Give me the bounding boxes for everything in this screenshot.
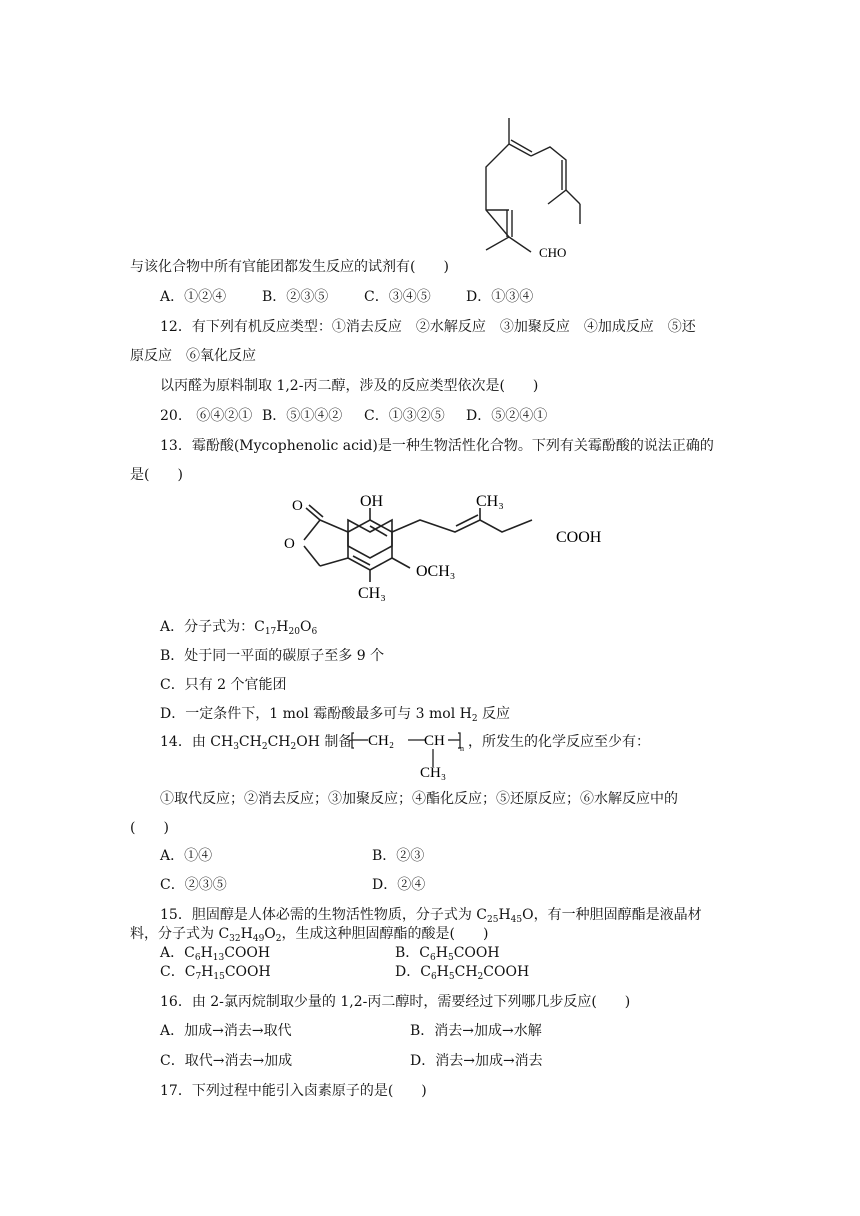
q14-stem-suffix: ，所发生的化学反应至少有： — [468, 734, 650, 750]
q14-option-a: A．①④ — [160, 848, 213, 864]
polymer-structure — [348, 723, 468, 781]
q12-stem-line1: 12．有下列有机反应类型：①消去反应 ②水解反应 ③加聚反应 ④加成反应 ⑤还 — [160, 319, 696, 335]
q12-stem-line2: 原反应 ⑥氧化反应 — [130, 348, 256, 364]
q15-option-b: B．$C_6H_5COOH$ — [395, 945, 500, 963]
ring-o-label: O — [284, 536, 295, 552]
cooh-label: COOH — [556, 529, 602, 546]
q12-stem-line3: 以丙醛为原料制取 1,2-丙二醇，涉及的反应类型依次是( ) — [160, 378, 539, 394]
q13-option-b: B．处于同一平面的碳原子至多 9 个 — [160, 648, 385, 664]
q13-stem-line1: 13．霉酚酸(Mycophenolic acid)是一种生物活性化合物。下列有关霉酚酸的说法正确的 — [160, 438, 714, 454]
q15-option-c: C．$C_7H_{15}COOH$ — [160, 964, 271, 982]
carbonyl-o-label: O — [292, 498, 303, 514]
q13-option-c: C．只有 2 个官能团 — [160, 677, 287, 693]
q14-option-c: C．②③⑤ — [160, 877, 227, 893]
q11-option-a: A．①②④ — [160, 289, 227, 305]
structure-aldehyde — [476, 112, 586, 262]
polymer-n: n — [460, 744, 464, 753]
cho-label: CHO — [539, 245, 567, 260]
q11-stem: 与该化合物中所有官能团都发生反应的试剂有( ) — [130, 259, 449, 275]
oh-label: OH — [360, 493, 384, 510]
q15-stem-line2: 料，分子式为 $C_{32}H_{49}O_2$，生成这种胆固醇酯的酸是( ) — [130, 926, 489, 944]
och3-label: OCH₃ — [416, 563, 456, 580]
polymer-ch: CH — [424, 733, 445, 749]
q15-option-a: A．$C_6H_{13}COOH$ — [160, 945, 271, 963]
q15-stem-line1: 15．胆固醇是人体必需的生物活性物质，分子式为 $C_{25}H_{45}O$，有一种胆固醇酯是液晶材 — [160, 907, 702, 925]
q12-option-b: B．⑤①④② — [262, 408, 343, 424]
q14-option-b: B．②③ — [372, 848, 425, 864]
polymer-ch3: CH₃ — [420, 765, 447, 781]
q16-stem: 16．由 2-氯丙烷制取少量的 1,2-丙二醇时，需要经过下列哪几步反应( ) — [160, 994, 631, 1010]
q14-stem-prefix: 14．由 $CH_3CH_2CH_2OH$ 制备 — [160, 734, 353, 752]
q12-option-c: C．①③②⑤ — [364, 408, 445, 424]
q16-option-c: C．取代→消去→加成 — [160, 1053, 293, 1069]
ch3-top-label: CH₃ — [476, 493, 504, 510]
structure-mycophenolic-acid — [270, 490, 640, 605]
q12-option-d: D．⑤②④① — [466, 408, 548, 424]
q12-option-a: 20. ⑥④②① — [160, 408, 253, 424]
polymer-ch2: CH₂ — [368, 733, 395, 749]
q13-option-d: D．一定条件下，1 mol 霉酚酸最多可与 3 mol $H_2$ 反应 — [160, 706, 511, 724]
q14-stem-line3: ( ) — [130, 820, 169, 836]
q16-option-d: D．消去→加成→消去 — [410, 1053, 543, 1069]
q14-option-d: D．②④ — [372, 877, 426, 893]
q16-option-b: B．消去→加成→水解 — [410, 1023, 542, 1039]
q13-option-a: A．分子式为：$C_{17}H_{20}O_6$ — [160, 619, 318, 637]
ch3-bottom-label: CH₃ — [358, 585, 386, 602]
q13-stem-line2: 是( ) — [130, 467, 183, 483]
q11-option-b: B．②③⑤ — [262, 289, 329, 305]
q16-option-a: A．加成→消去→取代 — [160, 1023, 292, 1039]
q14-stem-line2: ①取代反应；②消去反应；③加聚反应；④酯化反应；⑤还原反应；⑥水解反应中的 — [160, 791, 678, 807]
q17-stem: 17．下列过程中能引入卤素原子的是( ) — [160, 1083, 427, 1099]
q15-option-d: D．$C_6H_5CH_2COOH$ — [395, 964, 530, 982]
q11-option-c: C．③④⑤ — [364, 289, 431, 305]
q11-option-d: D．①③④ — [466, 289, 534, 305]
